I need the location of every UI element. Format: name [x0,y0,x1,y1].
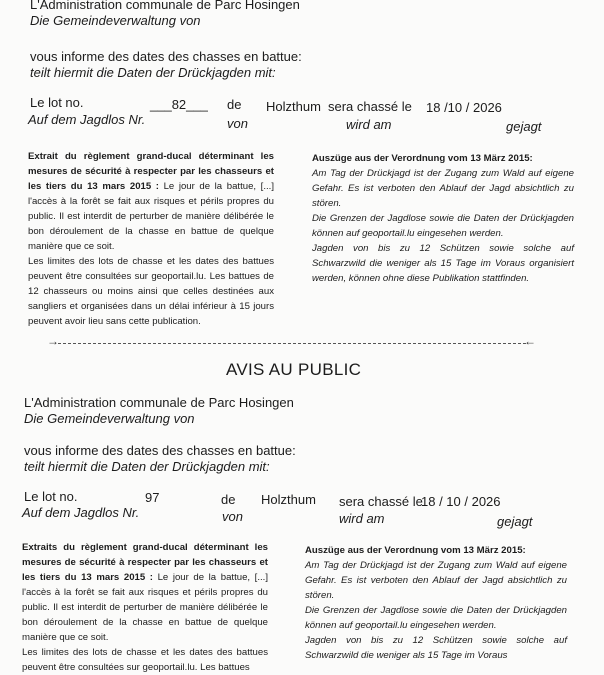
place-name: Holzthum [261,492,316,507]
extract-de-para1: Am Tag der Drückjagd ist der Zugang zum Wald auf eigene Gefahr. Es ist verboten den Ablauf der Jagd absichtlich zu stören. [312,168,574,209]
admin-line-de: Die Gemeindeverwaltung von [30,13,201,28]
extract-de-para3: Jagden von bis zu 12 Schützen sowie solche auf Schwarzwild die weniger als 15 Tage im Voraus organisiert werden, können ohne diese Publikation stattfinden. [312,243,574,284]
admin-line-fr [24,395,294,410]
admin-line-fr [30,0,300,12]
de-label-fr: de [221,492,236,507]
notice-title: AVIS AU PUBLIC [226,360,362,379]
sera-label-fr: sera chassé le [328,99,412,114]
extract-de-heading: Auszüge aus der Verordnung vom 13 März 2015: [312,153,533,164]
hunt-date: 18 /10 / 2026 [426,100,502,115]
extract-de [312,151,574,286]
extract-fr-para2: Les limites des lots de chasse et les dates des battues peuvent être consultées sur geoportail.lu. Les battues [22,647,268,673]
extract-fr-heading: Extrait du règlement grand-ducal déterminant les mesures de sécurité à respecter par les chasseurs et les tiers du 13 mars 2015 : [28,151,274,192]
extract-de-heading: Auszüge aus der Verordnung vom 13 März 2015: [305,545,526,556]
lot-label-fr: Le lot no. [24,489,78,504]
extract-fr [28,149,274,329]
extract-fr [22,540,268,675]
dashed-divider [58,343,526,344]
lot-label-de: Auf dem Jagdlos Nr. [22,505,140,520]
commune-name: Parc Hosingen [214,0,300,12]
lot-number: ___82___ [150,97,208,112]
extract-de [305,543,567,663]
inform-fr: vous informe des dates des chasses en battue: [24,443,296,458]
hunt-date: 18 / 10 / 2026 [421,494,501,509]
extract-de-para2: Die Grenzen der Jagdlose sowie die Daten der Drückjagden können auf geoportail.lu eingesehen werden. [312,213,574,239]
extract-de-para1: Am Tag der Drückjagd ist der Zugang zum Wald auf eigene Gefahr. Es ist verboten den Ablauf der Jagd absichtlich zu stören. [305,560,567,601]
lot-label-fr: Le lot no. [30,95,84,110]
inform-fr: vous informe des dates des chasses en battue: [30,49,302,64]
extract-fr-para1: Le jour de la battue, [...] l'accès à la forêt se fait aux risques et périls propres du public. Il est interdit de perturber de manière délibérée le bon déroulement de la chasse en battue de quelque manière que ce soit. [28,181,274,252]
commune-name: Parc Hosingen [208,395,294,410]
gejagt-label: gejagt [497,514,533,529]
inform-de: teilt hiermit die Daten der Drückjagden mit: [30,65,276,80]
inform-de: teilt hiermit die Daten der Drückjagden mit: [24,459,270,474]
de-label-de: von [222,509,243,524]
sera-label-fr: sera chassé le [339,494,423,509]
extract-fr-para2: Les limites des lots de chasse et les dates des battues peuvent être consultées sur geoportail.lu. Les battues de 12 chasseurs ou moins ainsi que celles destinées aux sangliers et organisées dans un délai inférieur à 15 jours peuvent avoir lieu sans cette publication. [28,256,274,327]
place-name: Holzthum [266,99,321,114]
extract-de-para3: Jagden von bis zu 12 Schützen sowie solche auf Schwarzwild die weniger als 15 Tage im Voraus [305,635,567,661]
lot-label-de: Auf dem Jagdlos Nr. [28,112,146,127]
lot-number: 97 [145,490,160,505]
extract-fr-heading: Extraits du règlement grand-ducal déterminant les mesures de sécurité à respecter par les chasseurs et les tiers du 13 mars 2015 : [22,542,268,583]
cut-arrow-right-icon: → [47,334,59,348]
cut-arrow-left-icon: ← [524,334,536,348]
sera-label-de: wird am [346,117,392,132]
admin-line-de: Die Gemeindeverwaltung von [24,411,195,426]
de-label-de: von [227,116,248,131]
extract-fr-para1: Le jour de la battue, [...] l'accès à la forêt se fait aux risques et périls propres du public. Il est interdit de perturber de manière délibérée le bon déroulement de la chasse en battue de quelque manière que ce soit. [22,572,268,643]
sera-label-de: wird am [339,511,385,526]
admin-prefix: L'Administration communale de [24,395,205,410]
extract-de-para2: Die Grenzen der Jagdlose sowie die Daten der Drückjagden können auf geoportail.lu eingesehen werden. [305,605,567,631]
admin-prefix: L'Administration communale de [30,0,211,12]
gejagt-label: gejagt [506,119,542,134]
de-label-fr: de [227,97,242,112]
